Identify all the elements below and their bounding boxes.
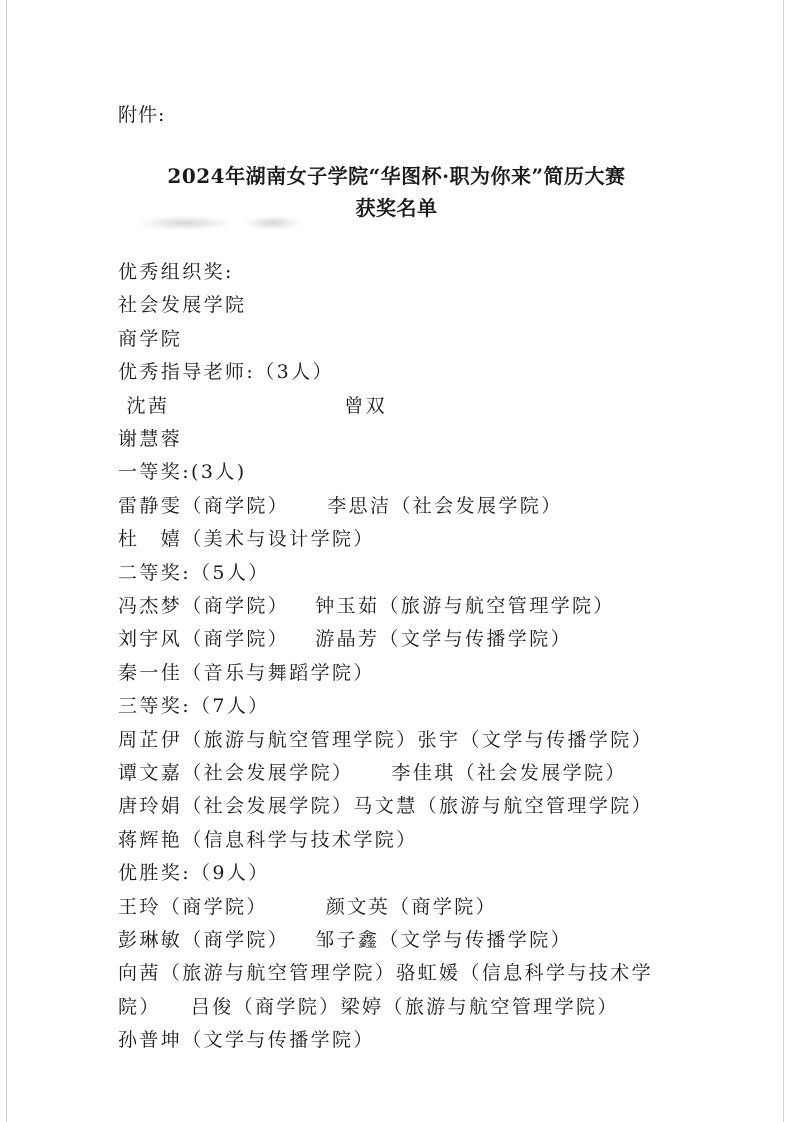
award-line (118, 1031, 375, 1050)
award-entry: 向茜（旅游与航空管理学院）骆虹媛（信息科学与技术学 (118, 962, 654, 985)
award-entry: 社会发展学院 (118, 294, 247, 317)
award-entry: 谭文嘉（社会发展学院） (118, 762, 354, 784)
award-line (118, 728, 654, 751)
award-entry: 邹子鑫（文学与传播学院） (315, 929, 573, 951)
award-entry: 颜文英（商学院） (325, 895, 498, 918)
award-entry: 刘宇风（商学院） (118, 628, 290, 651)
award-line (118, 661, 375, 684)
award-entry: 周芷伊（旅游与航空管理学院）张宇（文学与传播学院） (118, 728, 654, 751)
award-entry: 商学院 (118, 327, 183, 350)
award-line (118, 864, 270, 883)
award-line (118, 995, 619, 1018)
document-title: 2024年湖南女子学院“华图杯·职为你来”简历大赛 (167, 164, 626, 188)
award-entry: 游晶芳（文学与传播学院） (315, 628, 573, 651)
award-entry: 优胜奖:（9人） (118, 862, 270, 885)
award-line (118, 530, 375, 549)
award-entry: 三等奖:（7人） (118, 695, 270, 718)
award-line (118, 964, 653, 983)
scan-smudge (140, 216, 230, 230)
award-line (118, 394, 388, 417)
award-line (118, 561, 270, 584)
award-line (118, 463, 247, 482)
award-line (118, 797, 653, 816)
award-entry: 雷静雯（商学院） (118, 494, 290, 517)
attachment-label: 附件: (118, 104, 166, 126)
award-entry: 李思洁（社会发展学院） (327, 494, 563, 517)
award-entry: 彭琳敏（商学院） (118, 929, 290, 951)
award-line (118, 828, 418, 851)
award-line (118, 296, 246, 315)
award-line (118, 630, 572, 649)
award-entry: 优秀指导老师:（3人） (118, 361, 334, 384)
award-line (118, 363, 334, 382)
scan-smudge (245, 216, 300, 230)
award-entry: 李佳琪（社会发展学院） (391, 762, 627, 784)
award-entry: 沈茜 (118, 394, 170, 417)
award-line (118, 430, 182, 449)
award-line (118, 697, 270, 716)
award-entry: 杜 嬉（美术与设计学院） (118, 528, 375, 551)
award-entry: 吕俊（商学院）梁婷（旅游与航空管理学院） (190, 995, 619, 1018)
award-entry: 蒋辉艳（信息科学与技术学院） (118, 828, 418, 851)
award-entry: 冯杰梦（商学院） (118, 595, 290, 617)
award-line (118, 494, 563, 517)
award-entry: 秦一佳（音乐与舞蹈学院） (118, 661, 375, 684)
award-entry: 王玲（商学院） (118, 895, 268, 918)
award-entry: 曾双 (344, 394, 388, 417)
document-subtitle: 获奖名单 (355, 196, 438, 220)
award-entry: 院） (118, 995, 161, 1018)
award-entry: 唐玲娟（社会发展学院）马文慧（旅游与航空管理学院） (118, 795, 654, 818)
award-entry: 一等奖:(3人) (118, 461, 247, 484)
award-entry: 孙普坤（文学与传播学院） (118, 1029, 375, 1052)
award-line (118, 895, 498, 918)
award-entry: 优秀组织奖: (118, 261, 234, 283)
award-entry: 二等奖:（5人） (118, 561, 270, 584)
award-entry: 钟玉茹（旅游与航空管理学院） (315, 595, 615, 617)
award-line (118, 327, 183, 350)
award-line (118, 931, 572, 950)
award-line (118, 597, 615, 616)
award-entry: 谢慧蓉 (118, 428, 183, 450)
award-line (118, 263, 234, 282)
award-line (118, 764, 627, 783)
